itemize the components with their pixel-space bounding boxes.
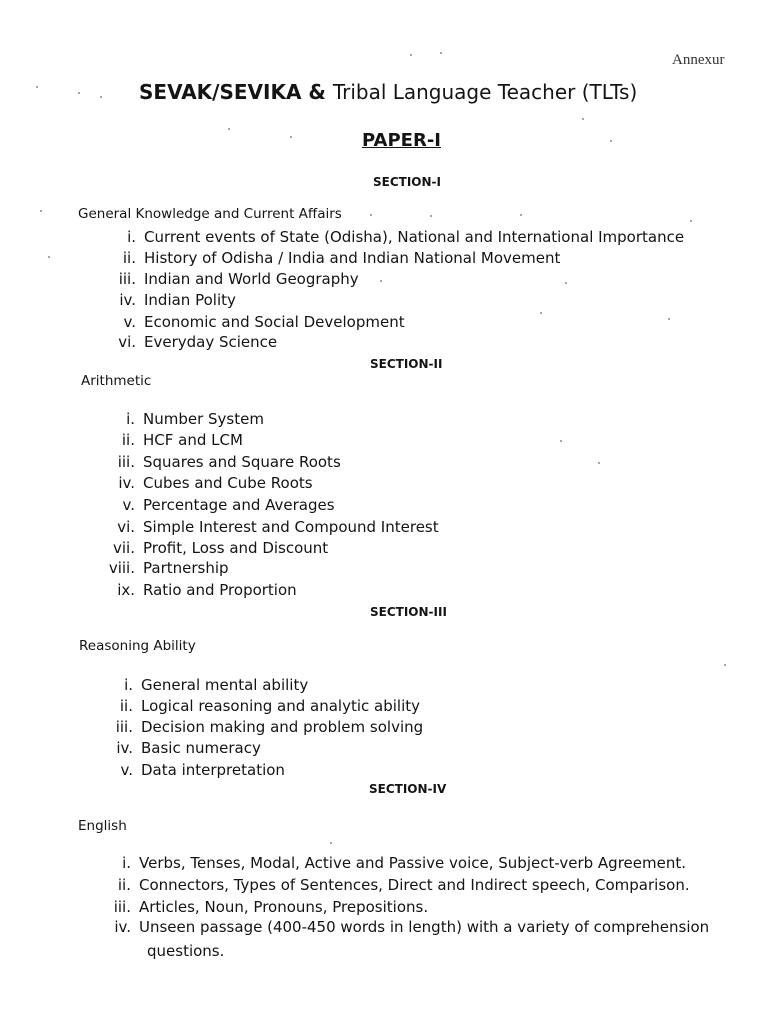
list-item: i. Verbs, Tenses, Modal, Active and Passive voice, Subject-verb Agreement. <box>122 854 686 872</box>
section-2-heading: Arithmetic <box>81 373 152 389</box>
list-item: iv. Indian Polity <box>119 291 236 309</box>
list-item: ii. Logical reasoning and analytic ability <box>119 697 421 715</box>
list-item: vi. Everyday Science <box>118 333 278 351</box>
list-item: i. Number System <box>126 410 264 428</box>
list-item: iii. Decision making and problem solving <box>115 718 424 736</box>
section-3-heading: Reasoning Ability <box>79 638 196 654</box>
section-3-label: SECTION-III <box>370 605 447 619</box>
section-4-label: SECTION-IV <box>369 782 447 796</box>
section-1-label: SECTION-I <box>373 175 441 189</box>
list-item: iii. Articles, Noun, Pronouns, Prepositions. <box>113 898 429 916</box>
annexure-label: Annexur <box>672 52 725 68</box>
list-item: vii. Profit, Loss and Discount <box>113 539 329 557</box>
list-item: ix. Ratio and Proportion <box>117 581 297 599</box>
section-2-label: SECTION-II <box>370 357 443 371</box>
list-item: i. General mental ability <box>124 676 309 694</box>
list-item: ii. HCF and LCM <box>121 431 243 449</box>
page-title <box>139 80 637 104</box>
list-item-continuation: questions. <box>147 942 225 960</box>
list-item: ii. Connectors, Types of Sentences, Direct and Indirect speech, Comparison. <box>117 876 690 894</box>
list-item: iii. Indian and World Geography <box>118 270 359 288</box>
list-item: viii. Partnership <box>108 559 229 577</box>
list-item: iv. Unseen passage (400-450 words in length) with a variety of comprehension <box>114 918 710 936</box>
section-1-heading: General Knowledge and Current Affairs <box>78 206 342 222</box>
list-item: vi. Simple Interest and Compound Interest <box>117 518 439 536</box>
list-item: v. Percentage and Averages <box>122 496 335 514</box>
paper-title: PAPER-I <box>362 130 441 151</box>
section-4-heading: English <box>78 818 127 834</box>
list-item: iv. Cubes and Cube Roots <box>118 474 313 492</box>
list-item: v. Data interpretation <box>120 761 285 779</box>
list-item: iv. Basic numeracy <box>116 739 261 757</box>
title-tail: Tribal Language Teacher (TLTs) <box>332 80 638 104</box>
list-item: ii. History of Odisha / India and Indian National Movement <box>122 249 561 267</box>
list-item: i. Current events of State (Odisha), National and International Importance <box>127 228 685 246</box>
title-main: SEVAK/SEVIKA & <box>139 80 333 104</box>
list-item: iii. Squares and Square Roots <box>117 453 341 471</box>
list-item: v. Economic and Social Development <box>123 313 405 331</box>
